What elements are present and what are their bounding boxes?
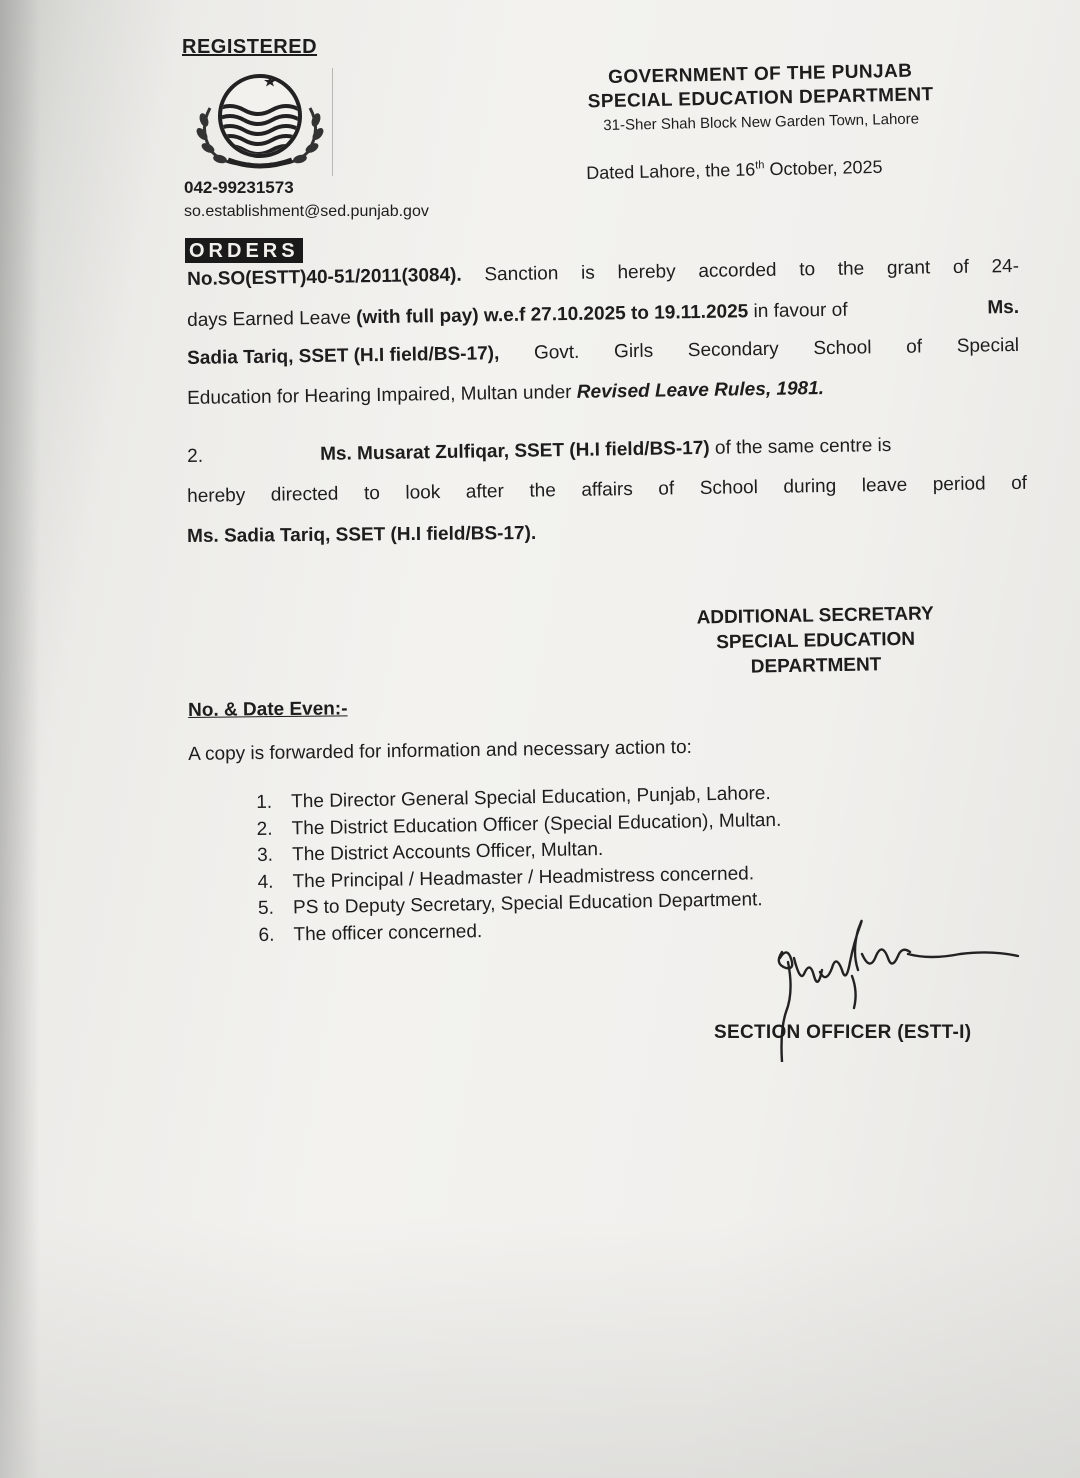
word: of	[1010, 472, 1028, 495]
word: 24-	[991, 255, 1020, 278]
assigned-officer: Ms. Musarat Zulfiqar, SSET (H.I field/BS-17)	[319, 437, 710, 465]
word: look	[405, 482, 441, 504]
word: of	[906, 336, 923, 358]
para1-line3	[187, 335, 1019, 370]
word: is	[580, 262, 595, 284]
employee-name-repeat: Ms. Sadia Tariq, SSET (H.I field/BS-17).	[187, 522, 537, 547]
list-number: 1.	[256, 791, 273, 813]
para2-number: 2.	[187, 445, 204, 467]
date-ordinal: th	[755, 159, 765, 172]
letterhead-divider	[332, 68, 333, 176]
date-suffix: October, 2025	[764, 156, 883, 180]
endorsement-heading: No. & Date Even:-	[188, 698, 348, 721]
orders-heading: ORDERS	[185, 238, 303, 263]
word: Special	[956, 334, 1020, 357]
header-government: GOVERNMENT OF THE PUNJAB	[607, 60, 913, 88]
signatory-line3: DEPARTMENT	[750, 654, 882, 678]
recipient-list	[256, 781, 783, 949]
recipient-text: The District Accounts Officer, Multan.	[291, 838, 604, 866]
word: affairs	[581, 478, 633, 501]
para2-line1	[187, 433, 1019, 468]
date-prefix: Dated Lahore, the 16	[586, 159, 756, 183]
para2-line2	[187, 473, 1027, 508]
header-address: 31-Sher Shah Block New Garden Town, Lahore	[603, 110, 920, 135]
signatory-line1: ADDITIONAL SECRETARY	[696, 603, 934, 629]
date-line	[586, 157, 883, 184]
endorsement-intro: A copy is forwarded for information and necessary action to:	[188, 736, 693, 765]
additional-secretary-block	[670, 601, 961, 681]
word: the	[529, 480, 556, 502]
word: School	[813, 337, 872, 360]
word: School	[699, 477, 759, 499]
order-number: No.SO(ESTT)40-51/2011(3084).	[187, 264, 462, 290]
para1-line1	[187, 256, 1019, 291]
registered-label: REGISTERED	[182, 36, 318, 58]
word: Govt.	[533, 341, 580, 364]
word: period	[932, 473, 986, 496]
word: Secondary	[687, 338, 779, 362]
section-officer-title: SECTION OFFICER (ESTT-I)	[714, 1022, 972, 1043]
recipient-text: PS to Deputy Secretary, Special Education Department.	[292, 889, 763, 919]
recipient-text: The Director General Special Education, Punjab, Lahore.	[291, 783, 771, 813]
word: of	[658, 478, 675, 500]
leave-rules: Revised Leave Rules, 1981.	[576, 377, 825, 403]
word: accorded	[698, 259, 777, 282]
word: hereby	[617, 261, 676, 284]
word: to	[363, 482, 381, 505]
employee-name: Sadia Tariq, SSET (H.I field/BS-17),	[187, 343, 500, 369]
word: directed	[270, 483, 339, 506]
para1-line2	[187, 297, 1019, 332]
word: hereby	[187, 485, 246, 507]
text-segment: days Earned Leave	[187, 307, 357, 331]
recipient-text: The District Education Officer (Special Education), Multan.	[291, 809, 782, 839]
word: to	[799, 259, 816, 281]
word: Sanction	[484, 263, 559, 286]
list-number: 2.	[256, 818, 273, 840]
word: Girls	[613, 340, 654, 363]
text-segment: in favour of	[748, 299, 853, 323]
word: leave	[861, 474, 908, 497]
list-number: 5.	[257, 897, 275, 919]
text-segment: Education for Hearing Impaired, Multan under	[187, 381, 578, 409]
department-header	[560, 60, 961, 135]
text-segment: of the same centre is	[709, 434, 892, 459]
recipient-text: The Principal / Headmaster / Headmistress concerned.	[292, 862, 755, 892]
list-number: 4.	[257, 871, 274, 893]
header-department: SPECIAL EDUCATION DEPARTMENT	[587, 84, 934, 113]
para1-line4	[187, 375, 1019, 410]
para2-line3	[187, 519, 1019, 548]
word: during	[783, 475, 837, 498]
word: the	[837, 258, 865, 280]
word: after	[465, 481, 505, 503]
text-segment: Ms.	[987, 296, 1020, 319]
punjab-government-emblem	[192, 68, 328, 172]
leave-period: (with full pay) w.e.f 27.10.2025 to 19.11.2025	[355, 301, 749, 329]
phone-number: 042-99231573	[184, 178, 294, 197]
recipient-text: The officer concerned.	[293, 920, 483, 945]
signatory-line2: SPECIAL EDUCATION	[716, 628, 916, 654]
list-number: 6.	[258, 924, 275, 946]
word: of	[952, 256, 969, 278]
email-address: so.establishment@sed.punjab.gov	[184, 203, 429, 220]
word: grant	[886, 257, 931, 280]
list-number: 3.	[256, 844, 274, 866]
